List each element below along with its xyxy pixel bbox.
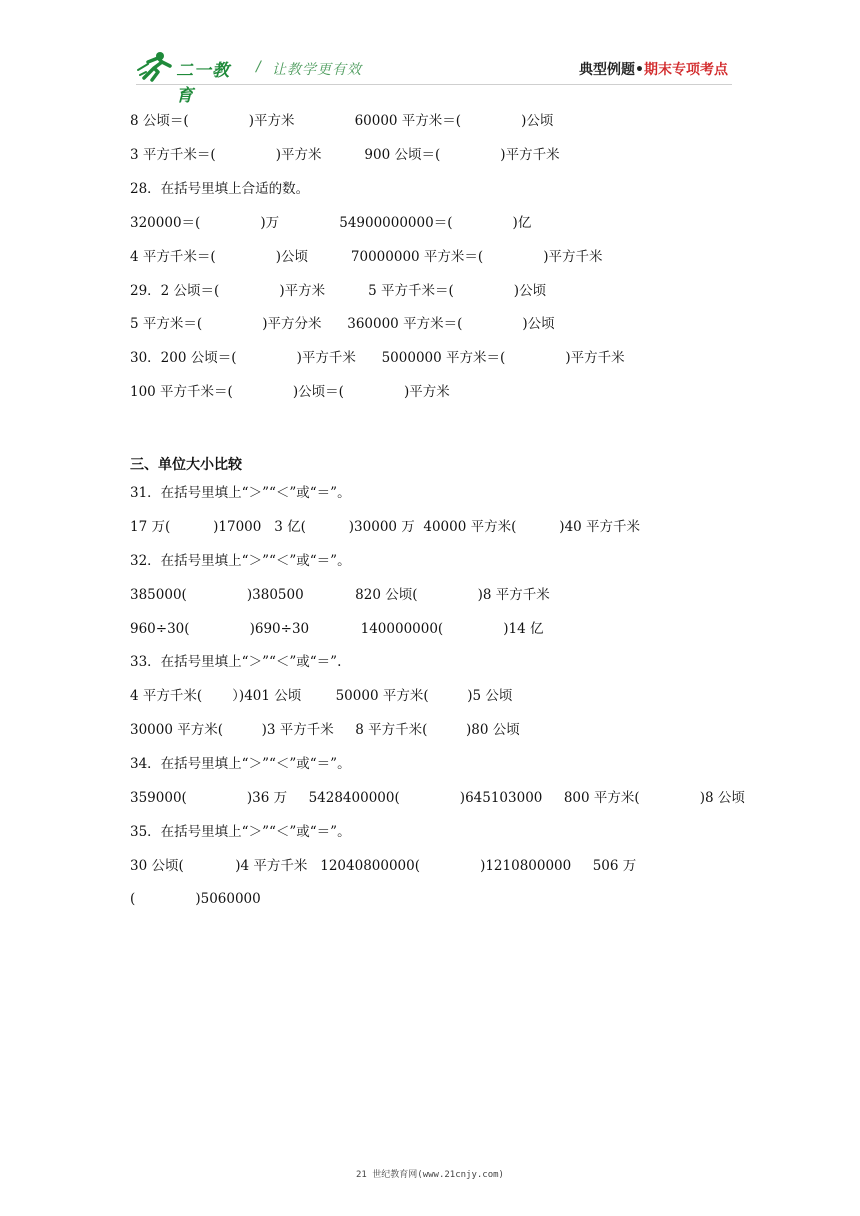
text-line: 960÷30( )690÷30 140000000( )14 亿 xyxy=(130,621,544,637)
text-line: 8 公顷＝( )平方米 60000 平方米＝( )公顷 xyxy=(130,113,554,129)
text-line: 30 公顷( )4 平方千米 12040800000( )1210800000 506 万 xyxy=(130,858,637,874)
header-slash: / xyxy=(256,59,261,75)
question-30: 30．200 公顷＝( )平方千米 5000000 平方米＝( )平方千米 xyxy=(130,350,625,366)
text-line: 5 平方米＝( )平方分米 360000 平方米＝( )公顷 xyxy=(130,316,555,332)
text-line: 4 平方千米＝( )公顷 70000000 平方米＝( )平方千米 xyxy=(130,249,603,265)
section-title: 三、单位大小比较 xyxy=(130,457,242,473)
text-line: 100 平方千米＝( )公顷＝( )平方米 xyxy=(130,384,450,400)
page-header xyxy=(136,50,736,106)
question-31: 31．在括号里填上“＞”“＜”或“＝”。 xyxy=(130,485,351,501)
question-33: 33．在括号里填上“＞”“＜”或“＝”. xyxy=(130,654,342,670)
question-34: 34．在括号里填上“＞”“＜”或“＝”。 xyxy=(130,756,351,772)
question-32: 32．在括号里填上“＞”“＜”或“＝”。 xyxy=(130,553,351,569)
header-rule xyxy=(136,84,732,85)
badge-left: 典型例题• xyxy=(579,62,644,78)
runner-logo-icon xyxy=(136,50,176,82)
page-footer: 21 世纪教育网(www.21cnjy.com) xyxy=(356,1170,504,1180)
text-line: 385000( )380500 820 公顷( )8 平方千米 xyxy=(130,587,550,603)
logo xyxy=(136,50,246,106)
text-line: 17 万( )17000 3 亿( )30000 万 40000 平方米( )40 平方千米 xyxy=(130,519,641,535)
text-line: ( )5060000 xyxy=(130,891,261,907)
logo-text: 二一教育 xyxy=(176,61,230,106)
text-line: 359000( )36 万 5428400000( )645103000 800 平方米( )8 公顷 xyxy=(130,790,745,806)
question-35: 35．在括号里填上“＞”“＜”或“＝”。 xyxy=(130,824,351,840)
badge-right: 期末专项考点 xyxy=(644,62,728,78)
text-line: 4 平方千米( ）)401 公顷 50000 平方米( )5 公顷 xyxy=(130,688,513,704)
header-badge xyxy=(579,59,728,79)
question-28: 28．在括号里填上合适的数。 xyxy=(130,181,310,197)
text-line: 3 平方千米＝( )平方米 900 公顷＝( )平方千米 xyxy=(130,147,560,163)
text-line: 30000 平方米( )3 平方千米 8 平方千米( )80 公顷 xyxy=(130,722,520,738)
text-line: 320000＝( )万 54900000000＝( )亿 xyxy=(130,215,532,231)
question-29: 29．2 公顷＝( )平方米 5 平方千米＝( )公顷 xyxy=(130,283,547,299)
header-tagline: 让教学更有效 xyxy=(272,62,362,78)
